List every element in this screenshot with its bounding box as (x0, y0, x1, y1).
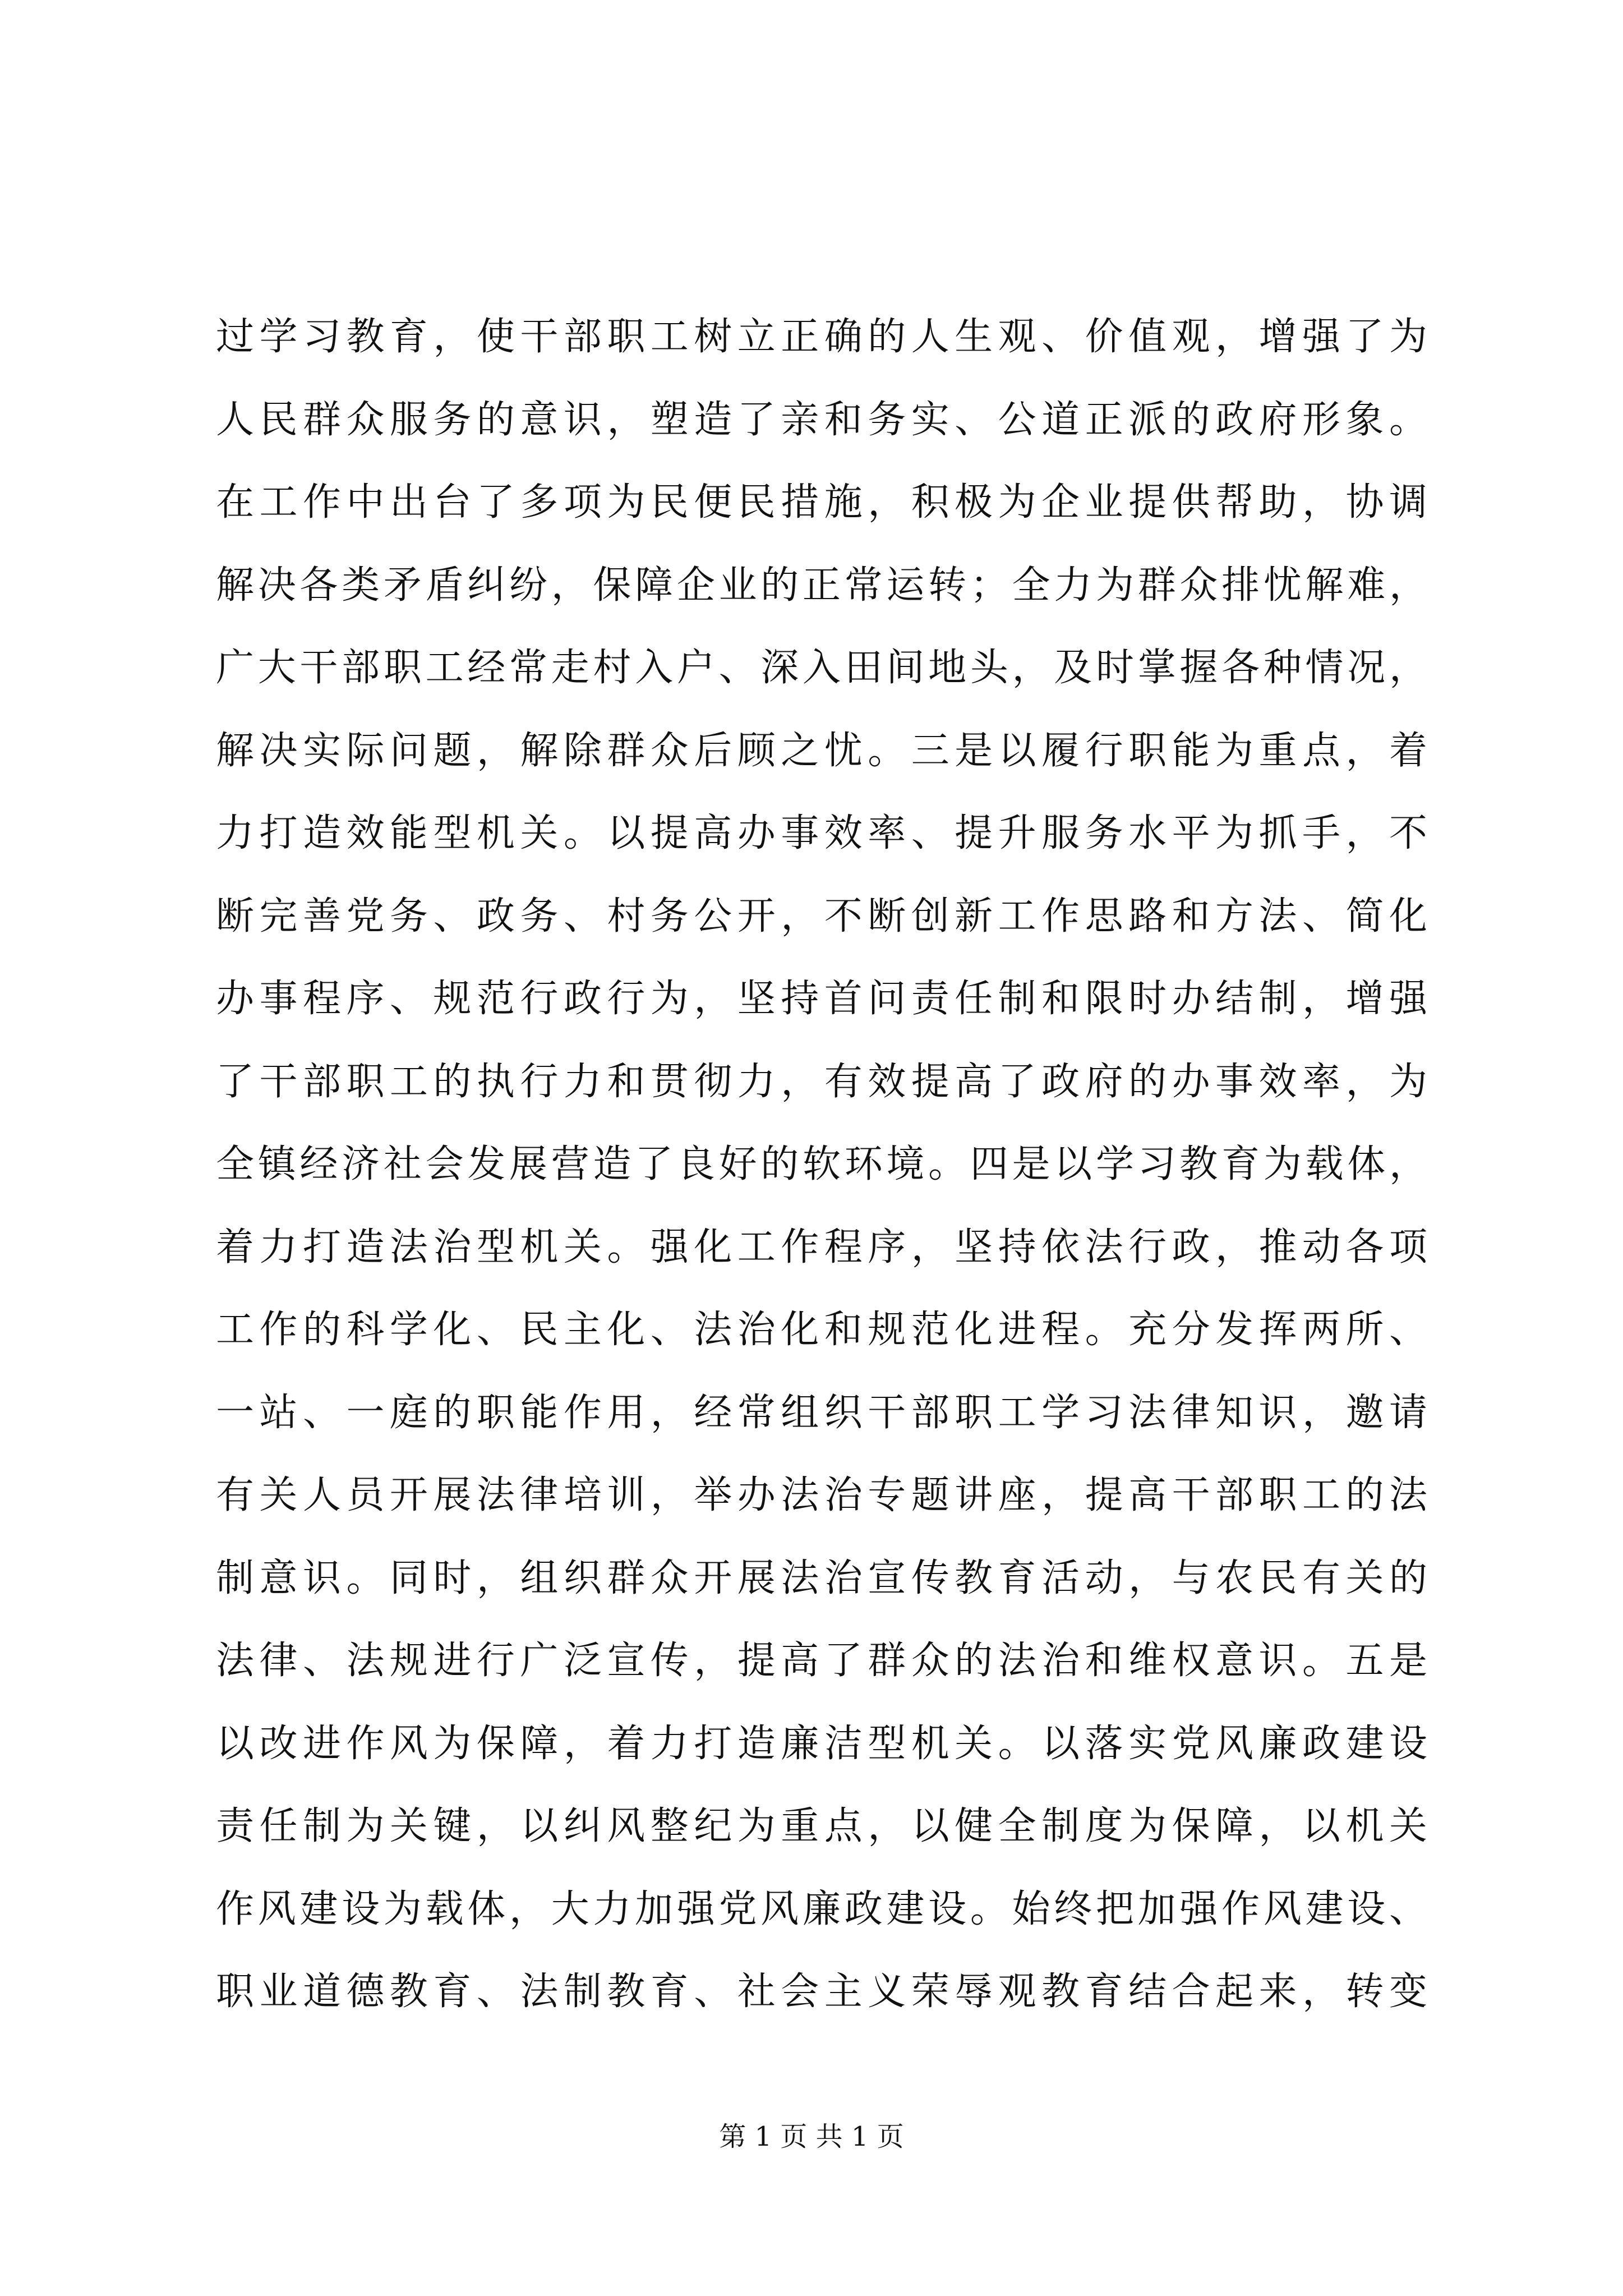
page-footer: 第 1 页 共 1 页 (719, 2121, 904, 2152)
text-line: 办事程序、规范行政行为，坚持首问责任制和限时办结制，增强 (216, 977, 1427, 1021)
text-line: 解决各类矛盾纠纷，保障企业的正常运转；全力为群众排忧解难， (216, 563, 1427, 608)
text-line: 以改进作风为保障，着力打造廉洁型机关。以落实党风廉政建设 (216, 1721, 1427, 1766)
text-line: 着力打造法治型机关。强化工作程序，坚持依法行政，推动各项 (216, 1225, 1427, 1269)
text-line: 了干部职工的执行力和贯彻力，有效提高了政府的办事效率，为 (216, 1059, 1427, 1104)
text-line: 职业道德教育、法制教育、社会主义荣辱观教育结合起来，转变 (216, 1970, 1427, 2014)
text-line: 法律、法规进行广泛宣传，提高了群众的法治和维权意识。五是 (216, 1639, 1427, 1683)
text-line: 有关人员开展法律培训，举办法治专题讲座，提高干部职工的法 (216, 1473, 1427, 1517)
body-text (216, 307, 1427, 2045)
text-line: 作风建设为载体，大力加强党风廉政建设。始终把加强作风建设、 (216, 1887, 1427, 1931)
text-line: 过学习教育，使干部职工树立正确的人生观、价值观，增强了为 (216, 315, 1427, 359)
text-line: 广大干部职工经常走村入户、深入田间地头，及时掌握各种情况， (216, 646, 1427, 690)
text-line: 责任制为关键，以纠风整纪为重点，以健全制度为保障，以机关 (216, 1804, 1427, 1848)
text-line: 全镇经济社会发展营造了良好的软环境。四是以学习教育为载体， (216, 1142, 1427, 1186)
text-line: 工作的科学化、民主化、法治化和规范化进程。充分发挥两所、 (216, 1308, 1427, 1352)
text-line: 一站、一庭的职能作用，经常组织干部职工学习法律知识，邀请 (216, 1390, 1427, 1435)
text-line: 力打造效能型机关。以提高办事效率、提升服务水平为抓手，不 (216, 811, 1427, 855)
text-line: 解决实际问题，解除群众后顾之忧。三是以履行职能为重点，着 (216, 728, 1427, 773)
text-line: 人民群众服务的意识，塑造了亲和务实、公道正派的政府形象。 (216, 397, 1427, 442)
text-line: 在工作中出台了多项为民便民措施，积极为企业提供帮助，协调 (216, 480, 1427, 524)
text-line: 断完善党务、政务、村务公开，不断创新工作思路和方法、简化 (216, 894, 1427, 938)
text-line: 制意识。同时，组织群众开展法治宣传教育活动，与农民有关的 (216, 1556, 1427, 1600)
